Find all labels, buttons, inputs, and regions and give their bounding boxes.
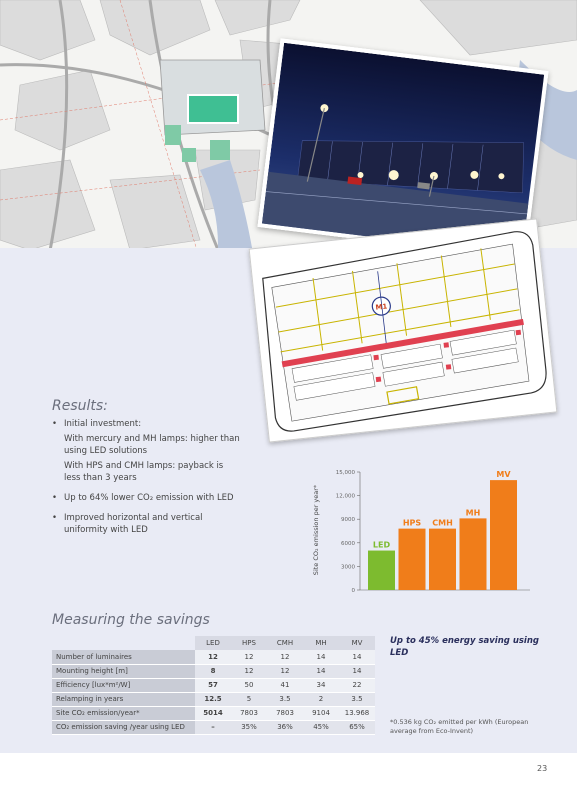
table-row xyxy=(52,664,375,678)
table-cell: 12.5 xyxy=(195,692,231,706)
table-cell: 12 xyxy=(231,650,267,664)
chart-y-axis-label: Site CO₂ emission per year* xyxy=(312,484,320,576)
table-cell: 14 xyxy=(339,664,375,678)
row-label: Relamping in years xyxy=(52,692,195,706)
table-cell: 57 xyxy=(195,678,231,692)
column-header-mv: MV xyxy=(339,636,375,650)
table-cell: 8 xyxy=(195,664,231,678)
results-item-emission xyxy=(52,492,242,504)
site-lighting-plan xyxy=(249,218,558,442)
savings-table-corner xyxy=(52,636,195,650)
column-header-mh: MH xyxy=(303,636,339,650)
table-cell: 12 xyxy=(267,664,303,678)
table-cell: 14 xyxy=(303,664,339,678)
table-cell: – xyxy=(195,720,231,734)
results-subitem: With HPS and CMH lamps: payback is less than 3 years xyxy=(64,461,224,483)
row-label: Efficiency [lux*m²/W] xyxy=(52,678,195,692)
table-row xyxy=(52,720,375,734)
chart-bar-cmh xyxy=(429,529,456,590)
table-row xyxy=(52,650,375,664)
table-cell: 7803 xyxy=(231,706,267,720)
table-cell: 14 xyxy=(339,650,375,664)
chart-bar-label: CMH xyxy=(432,518,453,528)
chart-y-tick-label: 15,000 xyxy=(335,470,355,476)
chart-y-tick-label: 9000 xyxy=(341,517,355,524)
row-label: Number of luminaires xyxy=(52,650,195,664)
results-list xyxy=(52,418,242,544)
chart-bar-label: MV xyxy=(496,470,511,480)
table-cell: 12 xyxy=(195,650,231,664)
co2-emission-chart xyxy=(310,462,535,597)
table-cell: 45% xyxy=(303,720,339,734)
table-cell: 35% xyxy=(231,720,267,734)
co2-chart-svg xyxy=(310,462,535,597)
results-item-investment xyxy=(52,418,242,484)
energy-saving-claim: Up to 45% energy saving using LED xyxy=(390,636,539,658)
chart-bar-hps xyxy=(399,529,426,590)
row-label: CO₂ emission saving /year using LED xyxy=(52,720,195,734)
table-cell: 9104 xyxy=(303,706,339,720)
table-cell: 14 xyxy=(303,650,339,664)
chart-bar-label: MH xyxy=(465,508,481,518)
co2-footnote: *0.536 kg CO₂ emitted per kWh (European average from Eco-Invent) xyxy=(390,718,529,735)
table-cell: 7803 xyxy=(267,706,303,720)
page-number: 23 xyxy=(537,764,548,773)
table-cell: 41 xyxy=(267,678,303,692)
measuring-title: Measuring the savings xyxy=(52,612,210,628)
table-cell: 12 xyxy=(267,650,303,664)
chart-y-tick-label: 12,000 xyxy=(335,493,355,500)
results-subitem: With mercury and MH lamps: higher than using LED solutions xyxy=(64,434,240,456)
chart-y-tick-label: 6000 xyxy=(341,540,355,547)
table-cell: 5014 xyxy=(195,706,231,720)
table-row xyxy=(52,706,375,720)
chart-bar-mh xyxy=(460,518,487,590)
table-cell: 13.968 xyxy=(339,706,375,720)
chart-y-tick-label: 0 xyxy=(351,588,355,594)
table-cell: 3.5 xyxy=(267,692,303,706)
results-item-text: Improved horizontal and vertical uniformity with LED xyxy=(64,513,203,535)
column-header-led: LED xyxy=(195,636,231,650)
column-header-cmh: CMH xyxy=(267,636,303,650)
chart-bar-mv xyxy=(490,480,517,590)
savings-table-header-row xyxy=(52,636,375,650)
table-row xyxy=(52,692,375,706)
results-title: Results: xyxy=(52,398,108,414)
table-cell: 65% xyxy=(339,720,375,734)
table-cell: 34 xyxy=(303,678,339,692)
savings-table xyxy=(52,636,375,735)
results-item-uniformity xyxy=(52,512,242,536)
results-item-text: Initial investment: xyxy=(64,419,142,429)
table-cell: 2 xyxy=(303,692,339,706)
table-cell: 3.5 xyxy=(339,692,375,706)
table-row xyxy=(52,678,375,692)
chart-y-tick-label: 3000 xyxy=(341,564,355,571)
chart-bar-label: HPS xyxy=(402,518,422,528)
table-cell: 12 xyxy=(231,664,267,678)
table-cell: 36% xyxy=(267,720,303,734)
results-item-text: Up to 64% lower CO₂ emission with LED xyxy=(64,493,234,503)
savings-table-body xyxy=(52,650,375,734)
row-label: Mounting height [m] xyxy=(52,664,195,678)
column-header-hps: HPS xyxy=(231,636,267,650)
chart-bar-led xyxy=(368,551,395,590)
table-cell: 50 xyxy=(231,678,267,692)
table-cell: 22 xyxy=(339,678,375,692)
plan-marker-label: M1 xyxy=(375,302,388,312)
table-cell: 5 xyxy=(231,692,267,706)
row-label: Site CO₂ emission/year* xyxy=(52,706,195,720)
chart-bar-label: LED xyxy=(372,540,391,550)
